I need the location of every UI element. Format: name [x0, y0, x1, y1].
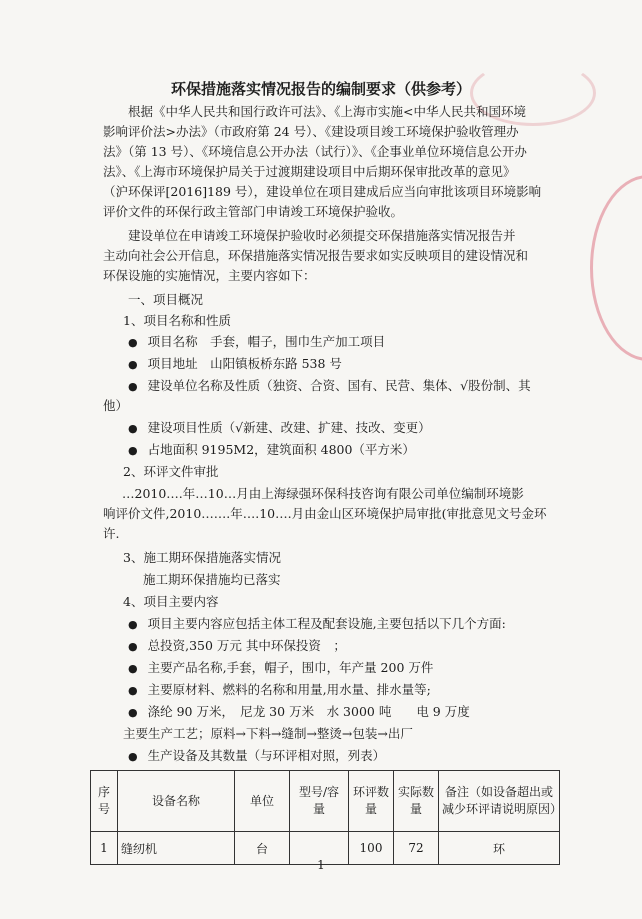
production-process: 主要生产工艺；原料→下料→缝制→整烫→包装→出厂 [123, 726, 413, 741]
paragraph2-line: 环保设施的实施情况，主要内容如下： [103, 268, 316, 283]
subsection-heading: 4、项目主要内容 [123, 594, 219, 609]
paragraph1-line: 评价文件的环保行政主管部门申请竣工环境保护验收。 [103, 204, 404, 219]
paragraph1-line: 根据《中华人民共和国行政许可法》、《上海市实施<中华人民共和国环境 [128, 104, 526, 119]
eia-line: 许. [103, 526, 120, 541]
header-unit: 单位 [235, 771, 290, 832]
cell-equipment-name: 缝纫机 [118, 832, 235, 865]
bullet-main-content: ● 项目主要内容应包括主体工程及配套设施,主要包括以下几个方面: [128, 616, 506, 633]
stamp-mark-right [590, 175, 642, 361]
header-equipment-name: 设备名称 [118, 771, 235, 832]
bullet-project-address: ● 项目地址 山阳镇板桥东路 538 号 [128, 356, 342, 373]
document-title: 环保措施落实情况报告的编制要求（供参考） [170, 80, 471, 98]
bullet-materials: ● 主要原材料、燃料的名称和用量,用水量、排水量等; [128, 682, 431, 699]
paragraph2-line: 主动向社会公开信息，环保措施落实情况报告要求如实反映项目的建设情况和 [103, 248, 529, 263]
cell-actual-qty: 72 [394, 832, 439, 865]
paragraph1-line: （沪环保评[2016]189 号），建设单位在项目建成后应当向审批该项目环境影响 [103, 184, 542, 199]
bullet-investment: ● 总投资,350 万元 其中环保投资 ； [128, 638, 346, 655]
bullet-project-name: ● 项目名称 手套，帽子，围巾生产加工项目 [128, 334, 385, 351]
eia-line: …2010….年…10…月由上海绿强环保科技咨询有限公司单位编制环境影 [122, 486, 524, 501]
table-header-row [91, 771, 560, 832]
construction-measures-text: 施工期环保措施均已落实 [143, 572, 281, 587]
cell-unit: 台 [235, 832, 290, 865]
bullet-products: ● 主要产品名称,手套，帽子，围巾，年产量 200 万件 [128, 660, 433, 677]
equipment-table [90, 770, 563, 865]
subsection-heading: 3、施工期环保措施落实情况 [123, 550, 281, 565]
paragraph1-line: 法》、《上海市环境保护局关于过渡期建设项目中后期环保审批改革的意见》 [103, 164, 516, 179]
paragraph1-line: 法》（第 13 号）、《环境信息公开办法（试行）》、《企事业单位环境信息公开办 [103, 144, 527, 159]
subsection-heading: 2、环评文件审批 [123, 464, 219, 479]
header-eia-qty: 环评数量 [349, 771, 394, 832]
subsection-heading: 1、项目名称和性质 [123, 313, 231, 328]
eia-line: 响评价文件,2010…….年….10….月由金山区环境保护局审批(审批意见文号金环 [103, 506, 547, 521]
header-remarks: 备注（如设备超出或减少环评请说明原因） [439, 771, 560, 832]
bullet-equipment: ● 生产设备及其数量（与环评相对照，列表） [128, 748, 385, 765]
bullet-area: ● 占地面积 9195M2，建筑面积 4800（平方米） [128, 442, 415, 459]
cell-seq: 1 [91, 832, 118, 865]
page-number: 1 [317, 858, 325, 872]
bullet-unit-nature: ● 建设单位名称及性质（独资、合资、国有、民营、集体、√股份制、其 [128, 378, 531, 395]
cell-remarks: 环 [439, 832, 560, 865]
bullet-project-nature: ● 建设项目性质（√新建、改建、扩建、技改、变更） [128, 420, 431, 437]
paragraph2-line: 建设单位在申请竣工环境保护验收时必须提交环保措施落实情况报告并 [128, 228, 516, 243]
header-model: 型号/容量 [290, 771, 349, 832]
header-actual-qty: 实际数量 [394, 771, 439, 832]
bullet-unit-nature-cont: 他） [103, 398, 129, 413]
bullet-usage: ● 涤纶 90 万米， 尼龙 30 万米 水 3000 吨 电 9 万度 [128, 704, 470, 721]
paragraph1-line: 影响评价法>办法》（市政府第 24 号）、《建设项目竣工环境保护验收管理办 [103, 124, 519, 139]
header-seq: 序号 [91, 771, 118, 832]
section-heading: 一、项目概况 [128, 292, 204, 307]
cell-eia-qty: 100 [349, 832, 394, 865]
